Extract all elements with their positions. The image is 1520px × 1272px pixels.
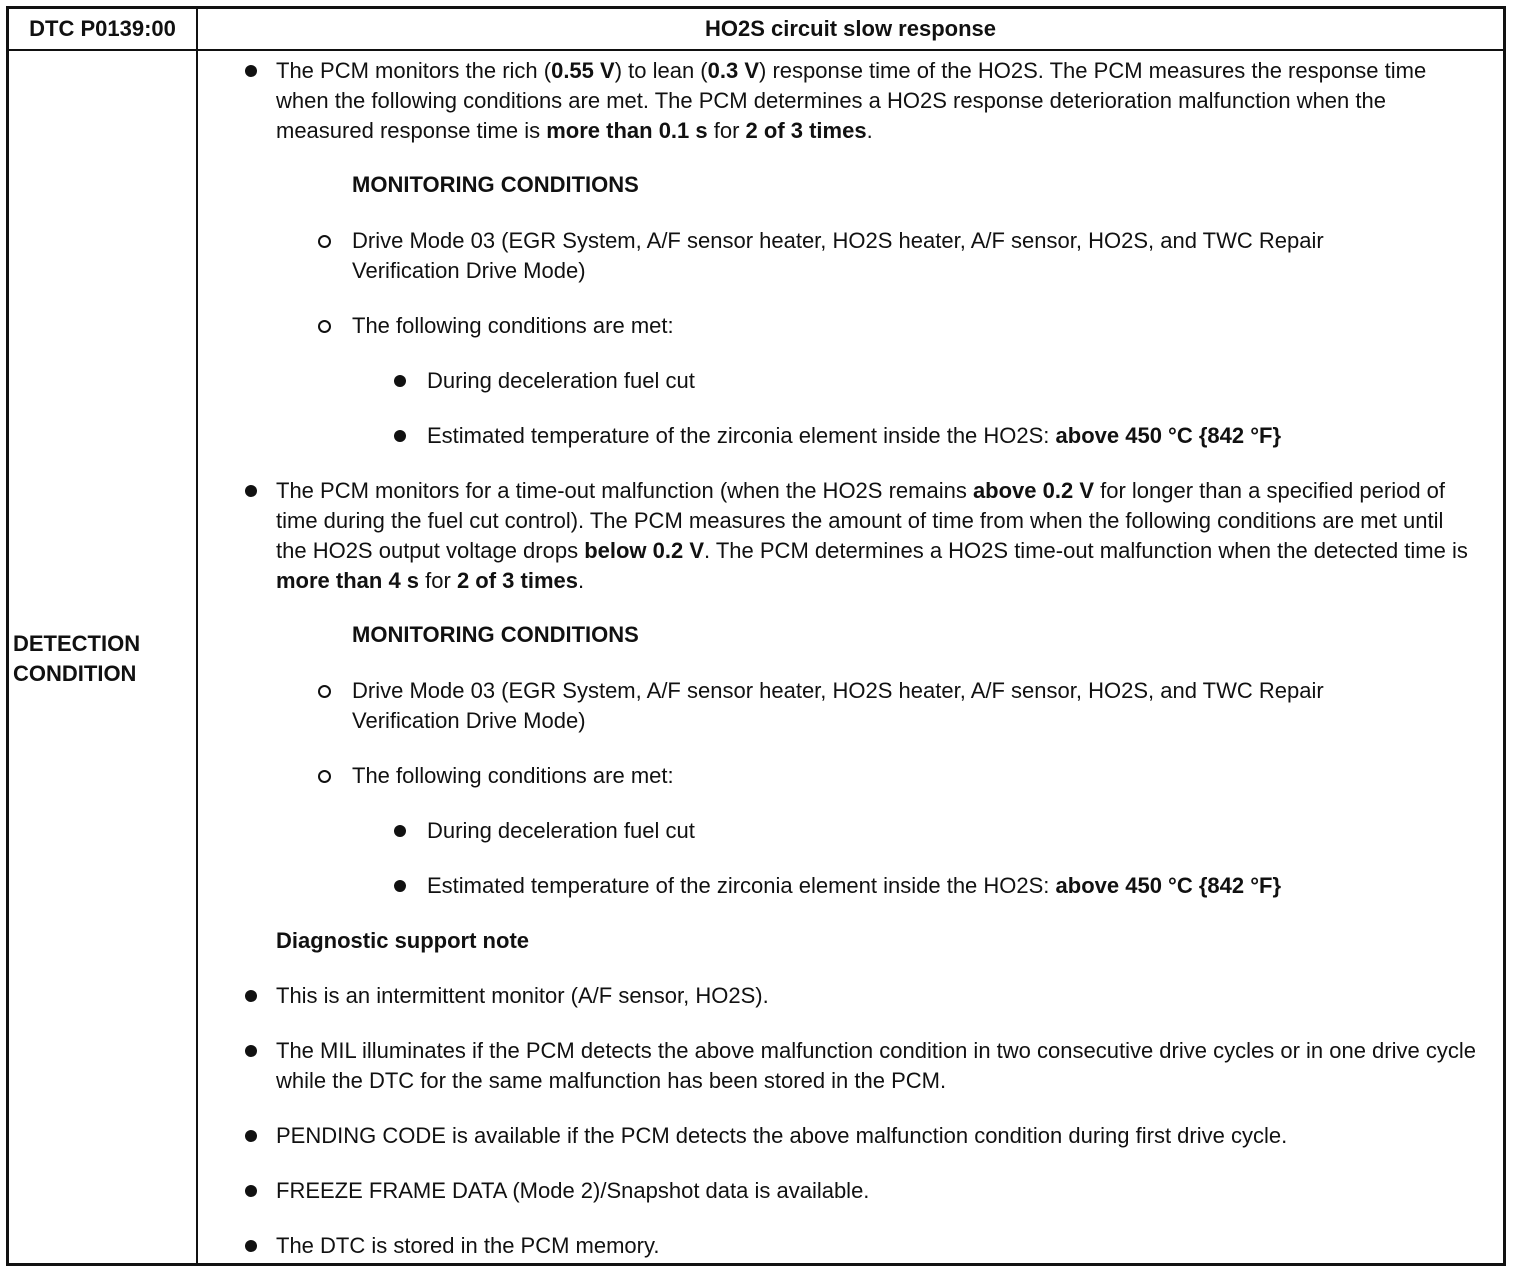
block1-text-d: for: [707, 118, 746, 143]
note-item: FREEZE FRAME DATA (Mode 2)/Snapshot data is available.: [276, 1178, 870, 1203]
sub-temp-text-2: Estimated temperature of the zirconia element inside the HO2S:: [427, 873, 1056, 898]
circle-bullet-icon: [318, 685, 331, 698]
block2-bold-b: below 0.2 V: [584, 538, 705, 563]
block2-bold-a: above 0.2 V: [972, 478, 1095, 503]
block2-text-d: for: [419, 568, 457, 593]
sub-temp-bold-2: above 450 °C {842 °F}: [1055, 873, 1282, 898]
sub-temp-text-1: Estimated temperature of the zirconia element inside the HO2S:: [427, 423, 1056, 448]
block1-text-b: ) to lean (: [614, 58, 708, 83]
block2-paragraph: [276, 476, 1476, 596]
block1-bold-c: more than 0.1 s: [546, 118, 708, 143]
bullet-icon: [394, 375, 406, 387]
bullet-icon: [245, 485, 257, 497]
block2-text-a: The PCM monitors for a time-out malfunction (when the HO2S remains: [276, 478, 973, 503]
block1-text-c: ) response time of the HO2S. The PCM measures the response time when the following conditions are met. The PCM determines a HO2S response deterioration malfunction when the measured response time is: [276, 58, 1427, 143]
drive-mode-item-1: Drive Mode 03 (EGR System, A/F sensor heater, HO2S heater, A/F sensor, HO2S, and TWC Repair Verification Drive Mode): [352, 228, 1324, 283]
dtc-title-header: HO2S circuit slow response: [705, 16, 996, 41]
bullet-icon: [245, 990, 257, 1002]
circle-bullet-icon: [318, 320, 331, 333]
block2-text-b: for longer than a specified period of time during the fuel cut control). The PCM measures the amount of time from when the following conditions are met until the HO2S output voltage drops: [276, 478, 1446, 563]
block1-paragraph: [276, 56, 1476, 146]
sub-temp-1: [427, 421, 1281, 451]
circle-bullet-icon: [318, 235, 331, 248]
note-item: The MIL illuminates if the PCM detects the above malfunction condition in two consecutive drive cycles or in one drive cycle while the DTC for the same malfunction has been stored in the PCM.: [276, 1038, 1476, 1093]
bullet-icon: [245, 65, 257, 77]
note-item: The DTC is stored in the PCM memory.: [276, 1233, 660, 1258]
row-label-line1: DETECTION: [13, 631, 141, 656]
block2-bold-d: 2 of 3 times: [456, 568, 578, 593]
bullet-icon: [245, 1240, 257, 1252]
block2-text-c: . The PCM determines a HO2S time-out malfunction when the detected time is: [704, 538, 1468, 563]
bullet-icon: [245, 1185, 257, 1197]
sub-decel-1: During deceleration fuel cut: [427, 368, 695, 393]
diagnostic-heading: Diagnostic support note: [276, 928, 529, 953]
note-item: PENDING CODE is available if the PCM detects the above malfunction condition during first drive cycle.: [276, 1123, 1288, 1148]
bullet-icon: [394, 825, 406, 837]
bullet-icon: [394, 430, 406, 442]
block1-text-e: .: [866, 118, 873, 143]
bullet-icon: [245, 1045, 257, 1057]
sub-decel-2: During deceleration fuel cut: [427, 818, 695, 843]
circle-bullet-icon: [318, 770, 331, 783]
block2-bold-c: more than 4 s: [276, 568, 420, 593]
monitoring-heading-1: MONITORING CONDITIONS: [352, 172, 639, 197]
block1-bold-a: 0.55 V: [551, 58, 615, 83]
sub-temp-2: [427, 871, 1281, 901]
following-conditions-2: The following conditions are met:: [352, 763, 674, 788]
block1-text-a: The PCM monitors the rich (: [276, 58, 552, 83]
block1-bold-b: 0.3 V: [707, 58, 759, 83]
bullet-icon: [245, 1130, 257, 1142]
following-conditions-1: The following conditions are met:: [352, 313, 674, 338]
block1-bold-d: 2 of 3 times: [745, 118, 867, 143]
sub-temp-bold-1: above 450 °C {842 °F}: [1055, 423, 1282, 448]
drive-mode-item-2: Drive Mode 03 (EGR System, A/F sensor heater, HO2S heater, A/F sensor, HO2S, and TWC Repair Verification Drive Mode): [352, 678, 1324, 733]
block2-text-e: .: [578, 568, 585, 593]
bullet-icon: [394, 880, 406, 892]
row-label-line2: CONDITION: [13, 661, 137, 686]
monitoring-heading-2: MONITORING CONDITIONS: [352, 622, 639, 647]
note-item: This is an intermittent monitor (A/F sensor, HO2S).: [276, 983, 769, 1008]
dtc-code-header: DTC P0139:00: [29, 16, 176, 41]
